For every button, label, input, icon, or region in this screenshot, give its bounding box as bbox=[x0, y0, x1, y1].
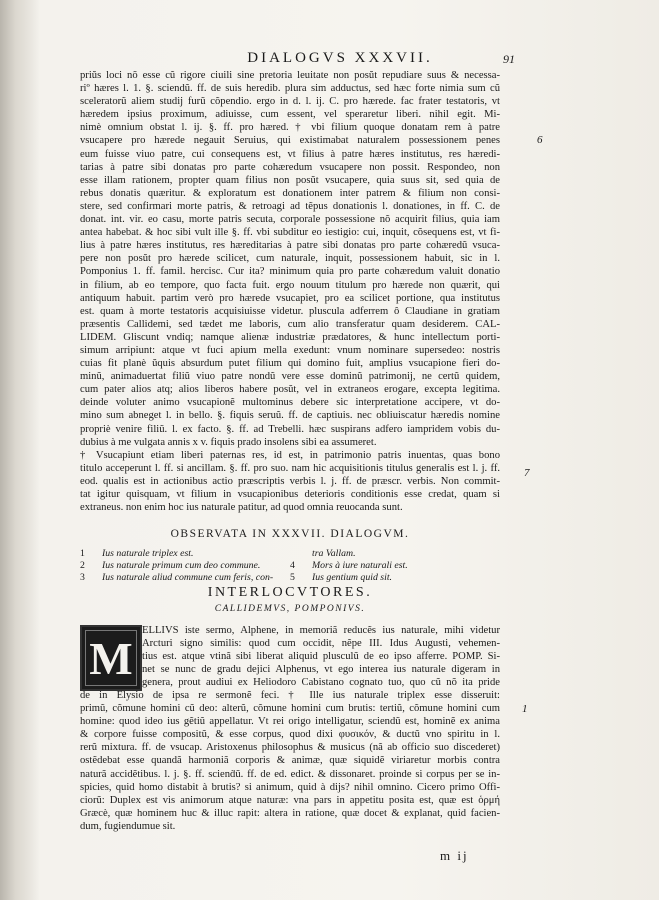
body-line: riº hæres l. 1. §. sciendũ. ff. de suis heredib. plura sim adductus, sed hæc forte nimia sum cũ bbox=[80, 83, 500, 95]
dialog-line: dum, fugiendumue sit. bbox=[80, 820, 176, 832]
body-line: hæredem ipsius proximum, adiuisse, cum essent, vel speraretur liberi. nihil egit. Mi- bbox=[80, 109, 500, 121]
body-line: præsentis Callidemi, sed tædet me laboris, cum alio transferatur quam desiderem. CAL- bbox=[80, 318, 500, 330]
body-line: donat. int. vir. eo casu, morte patris secuta, corporale possessione nõ acquirit filius, quia iam bbox=[80, 214, 500, 226]
margin-note-6: 6 bbox=[537, 134, 543, 146]
observata-item bbox=[290, 548, 500, 560]
margin-note-1: 1 bbox=[522, 703, 528, 715]
margin-note-7: 7 bbox=[524, 467, 530, 479]
body-text bbox=[80, 69, 500, 514]
body-line: titulo acceperunt l. ff. si ancillam. §. ff. pro suo. nam hic acquisitionis titulus generalis est l. j. ff. bbox=[80, 462, 500, 474]
page-number: 91 bbox=[503, 52, 515, 66]
body-line: eod. qualis est in actionibus actio præscriptis verbis l. j. ff. de præscr. verbis. Non commit- bbox=[80, 475, 500, 487]
body-line: antiquum habuit. partim verò pro hærede vsucapiet, pro ea scilicet portione, qua institutus bbox=[80, 292, 500, 304]
observata-heading: OBSERVATA IN XXXVII. DIALOGVM. bbox=[170, 528, 410, 540]
dialog-line: ELLIVS iste sermo, Alphene, in memoriã reducẽs ius naturale, mihi videtur bbox=[142, 625, 500, 636]
observata-item bbox=[290, 560, 500, 572]
body-line: deinde voluter animo vsucapionẽ multominus debere sic interpretatione accipere, vt do- bbox=[80, 397, 500, 409]
observata-text: Mors à iure naturali est. bbox=[312, 560, 408, 571]
observata-row bbox=[80, 572, 500, 584]
body-line: antea habebat. & hoc sibi vult ille §. ff. vbi subditur eo iestigio: cui, inquit, cõsequens est, vt fi- bbox=[80, 227, 500, 239]
body-line: rebus donatis quæritur. & exploratum est donationem inter patrem & filium non consi- bbox=[80, 187, 500, 199]
body-line: extraneus. non enim hoc ius naturale patitur, ad quod omnia reuocanda sunt. bbox=[80, 502, 403, 514]
observata-item bbox=[80, 572, 290, 584]
body-line: mino sum abneget l. in bello. §. fiquis seruũ. ff. de captiuis. nec obliuiscatur hæredis nomine bbox=[80, 410, 500, 422]
observata-number: 3 bbox=[80, 572, 85, 583]
body-line: pere non posŭt pro hærede scilicet, cum naturale, inquit, possessionem habuit, sic in l. bbox=[80, 253, 500, 265]
dialog-line: homine: quod ideo ius gẽtiũ appellatur. Vt rei origo intelligatur, sciendũ est, hominẽ ex anima bbox=[80, 716, 500, 728]
dialog-line: spicies, quid homo distabit à brutis? si animum, quid à dijs? nihil omnino. Cicero primo Offi- bbox=[80, 781, 500, 793]
observata-item bbox=[80, 548, 290, 560]
dialog-line: ostẽdebat esse quandã harmoniã corporis & animæ, quæ siquidẽ viriaretur morbis contra bbox=[80, 755, 500, 767]
body-line: nimè omnium obstat l. ij. §. ff. pro hæred. † vbi filium quoque donatam rem à patre bbox=[80, 122, 500, 134]
dialog-line: Græcè, quæ hominem huc & illuc rapit: altera in ratione, quæ docet & explanat, quid facien- bbox=[80, 807, 500, 819]
dialog-line: primũ, cõmune homini cũ deo: alterũ, cõmune homini cum brutis: tertiũ, cõmune homini cum bbox=[80, 703, 500, 715]
observata-item bbox=[290, 572, 500, 584]
observata-text: tra Vallam. bbox=[312, 548, 356, 559]
dialog-line: genera, prout audiui ex Heliodoro Cabistano cognato tuo, quo cũ nõ ita pride bbox=[142, 677, 500, 689]
observata-number: 1 bbox=[80, 548, 85, 559]
observata-row bbox=[80, 548, 500, 560]
dialog-line: Arcturi signo similis: quod cum occidit, nẽpe III. Idus Augusti, vehemen- bbox=[142, 638, 500, 650]
observata-text: Ius gentium quid sit. bbox=[312, 572, 393, 583]
body-line: stere, sed confirmari morte patris, & retroagi ad tẽpus donationis l. donationes, in ff. C. de bbox=[80, 200, 500, 212]
body-line: tat igitur quisquam, vt filium in vsucapionibus deterioris conditionis esse credat, quam si bbox=[80, 489, 500, 500]
body-line: in filium, ab eo tempore, quo facta fuit. ergo nouum titulum pro hærede non quærit, qui bbox=[80, 279, 500, 291]
body-line: dubius à me vulgata annis x v. fiquis prado insolens sibi ea assumeret. bbox=[80, 436, 377, 448]
body-line: vsucapere pro hærede negauit Seruius, qui existimabat naturalem possessionem penes bbox=[80, 135, 500, 147]
body-line: eum fuisse viuo patre, cui consequens est, vt filius à patre hæres institutus, res hæredi- bbox=[80, 148, 500, 160]
observata-list bbox=[80, 548, 500, 584]
body-line: simum arripiunt: atque vt fuci apium mella exedunt: vnum nominare supersedeo: nostris bbox=[80, 344, 500, 356]
dialog-line: tius est. atque vtinã sibi liberat aliquid plusculũ de eo ipso afferre. POMP. Si- bbox=[142, 651, 500, 663]
dialog-line: ciorũ: Duplex est vis animorum atque naturæ: vna pars in appetitu posita est, quæ est ὁρμή bbox=[80, 794, 500, 806]
observata-row bbox=[80, 560, 500, 572]
observata-number: 5 bbox=[290, 572, 295, 583]
dialog-line: rerũ mixtura. ff. de vsucap. Aristoxenus philosophus & musicus (nã ab officio suo discederet) bbox=[80, 742, 500, 754]
body-line: LIDEM. Gliscunt vndiq; namque alienæ industriæ prædatores, & hunc intellectum porti- bbox=[80, 331, 500, 343]
body-line: sceleratorũ aliem studij furũ cõpendio. ergo in d. l. ij. C. pro hærede. fac frater testatoris, vt bbox=[80, 96, 500, 108]
body-line: lius à patre hæres institutus, res hæreditarias à patre sibi donatas pro parte cohæredũ vsuca- bbox=[80, 240, 500, 252]
body-line: minũ, animaduertat filiũ viuo patre nondũ vere esse dominũ patrimonij, ne certũ quidem, bbox=[80, 371, 500, 383]
body-line: priŭs loci nõ esse cũ rigore ciuili sine pretoria leuitate non posŭt repudiare suus & necessa- bbox=[80, 70, 500, 81]
observata-item bbox=[80, 560, 290, 572]
observata-number: 4 bbox=[290, 560, 295, 571]
running-head: DIALOGVS XXXVII. bbox=[247, 50, 433, 66]
body-line: propriè venire filiũ. l. ex facto. §. ff. ad Trebelli. hæc suspirans adfero iampridem vobis du- bbox=[80, 423, 500, 435]
observata-text: Ius naturale triplex est. bbox=[102, 548, 194, 559]
speakers-line: CALLIDEMVS, POMPONIVS. bbox=[214, 604, 366, 614]
body-line: cuias fit planè ŭquis absurdum putet filium qui domino fuit, amplius vsucapione fieri do- bbox=[80, 358, 500, 370]
observata-text: Ius naturale aliud commune cum feris, con- bbox=[102, 572, 274, 583]
body-line: esse illam rationem, propter quam filius non posŭt vsucapere, quia suus sit, sed quia de bbox=[80, 174, 500, 186]
dialog-line: net se nunc de gradu dejici Alphenus, vt ego interea ius naturale digeram in bbox=[142, 664, 500, 676]
dialog-line: de in Elysio de ipsa re sermonẽ feci. † Ille ius naturale triplex esse disseruit: bbox=[80, 690, 500, 702]
body-line: est. quam à morte testatoris acquisiuisse videtur. pluscula adferrem ô Claudiane in gratiam bbox=[80, 305, 500, 317]
signature-mark: m ij bbox=[440, 848, 469, 863]
decorated-initial: M bbox=[80, 625, 142, 691]
dialog-text bbox=[80, 624, 500, 833]
observata-number: 2 bbox=[80, 560, 85, 571]
interlocutores-heading: INTERLOCVTORES. bbox=[207, 585, 373, 600]
body-line: cum pater alios atq; alios liberos habere posŭt, vel in extraneos erogare, excepta legitima. bbox=[80, 384, 500, 396]
dialog-line: & corpore fuisse compositũ, & esse corpus, quod dixi φυσικόν, & ductũ vno spiritu in l. bbox=[80, 729, 500, 741]
body-line: † Vsucapiunt etiam liberi paternas res, id est, in patrimonio patris inuentas, quas bono bbox=[80, 449, 500, 461]
dialog-line: naturã accidẽtibus. l. j. §. ff. scienḋũ. ff. de ed. edict. & dissonaret. proinde si corpus per se in- bbox=[80, 768, 500, 780]
body-line: Pomponius 1. ff. famil. hercisc. Cur ita? minimum quia pro parte cohæredum valuit donatio bbox=[80, 266, 500, 278]
body-line: tarias à patre sibi donatas pro parte cohæredum vsucapere non possit. Respondeo, non bbox=[80, 161, 500, 173]
observata-text: Ius naturale primum cum deo commune. bbox=[102, 560, 261, 571]
gutter-shadow bbox=[0, 0, 40, 900]
